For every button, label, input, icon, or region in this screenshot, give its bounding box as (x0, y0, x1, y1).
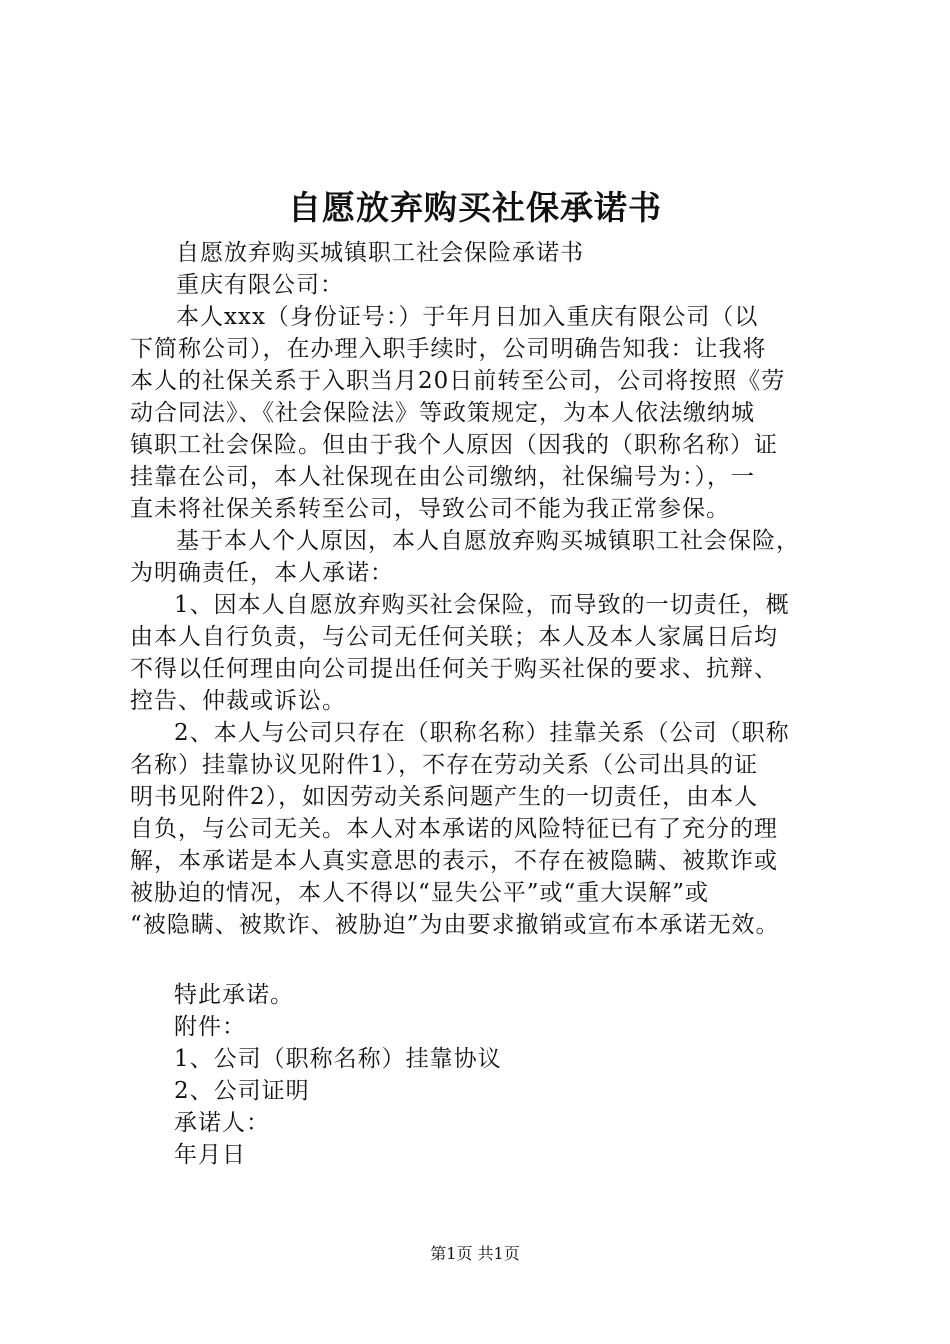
paragraph-line: 2、本人与公司只存在（职称名称）挂靠关系（公司（职称 (174, 720, 790, 746)
paragraph-line: 本人xxx（身份证号：）于年月日加入重庆有限公司（以 (176, 304, 759, 330)
paragraph-line: 镇职工社会保险。但由于我个人原因（因我的（职称名称）证 (130, 432, 778, 458)
attachments-label: 附件： (174, 1014, 246, 1040)
paragraph-line: 直未将社保关系转至公司，导致公司不能为我正常参保。 (130, 496, 730, 522)
paragraph-2 (130, 525, 836, 589)
paragraph-line: 挂靠在公司，本人社保现在由公司缴纳，社保编号为：），一 (130, 464, 755, 490)
paragraph-line: 动合同法》、《社会保险法》等政策规定，为本人依法缴纳城 (130, 400, 755, 426)
paragraph-line: 基于本人个人原因，本人自愿放弃购买城镇职工社会保险， (176, 528, 800, 554)
paragraph-line: 名称）挂靠协议见附件1），不存在劳动关系（公司出具的证 (130, 752, 759, 778)
spacer (130, 941, 836, 979)
subtitle: 自愿放弃购买城镇职工社会保险承诺书 (176, 240, 584, 266)
paragraph-1 (130, 301, 836, 525)
paragraph-line: 明书见附件2），如因劳动关系问题产生的一切责任，由本人 (130, 784, 759, 810)
date-label: 年月日 (174, 1142, 246, 1168)
paragraph-line: 为明确责任，本人承诺： (130, 560, 394, 586)
paragraph-line: “被隐瞒、被欺诈、被胁迫”为由要求撤销或宣布本承诺无效。 (130, 912, 780, 938)
closing-statement: 特此承诺。 (174, 982, 294, 1008)
document-body (130, 237, 836, 1171)
document-title: 自愿放弃购买社保承诺书 (288, 188, 662, 227)
paragraph-line: 不得以任何理由向公司提出任何关于购买社保的要求、抗辩、 (130, 656, 778, 682)
paragraph-line: 解，本承诺是本人真实意思的表示，不存在被隐瞒、被欺诈或 (130, 848, 778, 874)
signer-label: 承诺人： (174, 1110, 270, 1136)
attachment-item: 1、公司（职称名称）挂靠协议 (174, 1046, 502, 1072)
addressee: 重庆有限公司： (176, 272, 344, 298)
paragraph-line: 被胁迫的情况，本人不得以“显失公平”或“重大误解”或 (130, 880, 710, 906)
paragraph-4 (130, 717, 836, 941)
paragraph-line: 由本人自行负责，与公司无任何关联；本人及本人家属日后均 (130, 624, 778, 650)
attachment-item: 2、公司证明 (174, 1078, 310, 1104)
paragraph-line: 下简称公司），在办理入职手续时，公司明确告知我：让我将 (130, 336, 767, 362)
paragraph-line: 本人的社保关系于入职当月20日前转至公司，公司将按照《劳 (130, 368, 786, 394)
paragraph-line: 控告、仲裁或诉讼。 (130, 688, 346, 714)
paragraph-line: 1、因本人自愿放弃购买社会保险，而导致的一切责任，概 (174, 592, 790, 618)
page-footer: 第1页 共1页 (430, 1244, 520, 1263)
paragraph-3 (130, 589, 836, 717)
paragraph-line: 自负，与公司无关。本人对本承诺的风险特征已有了充分的理 (130, 816, 778, 842)
